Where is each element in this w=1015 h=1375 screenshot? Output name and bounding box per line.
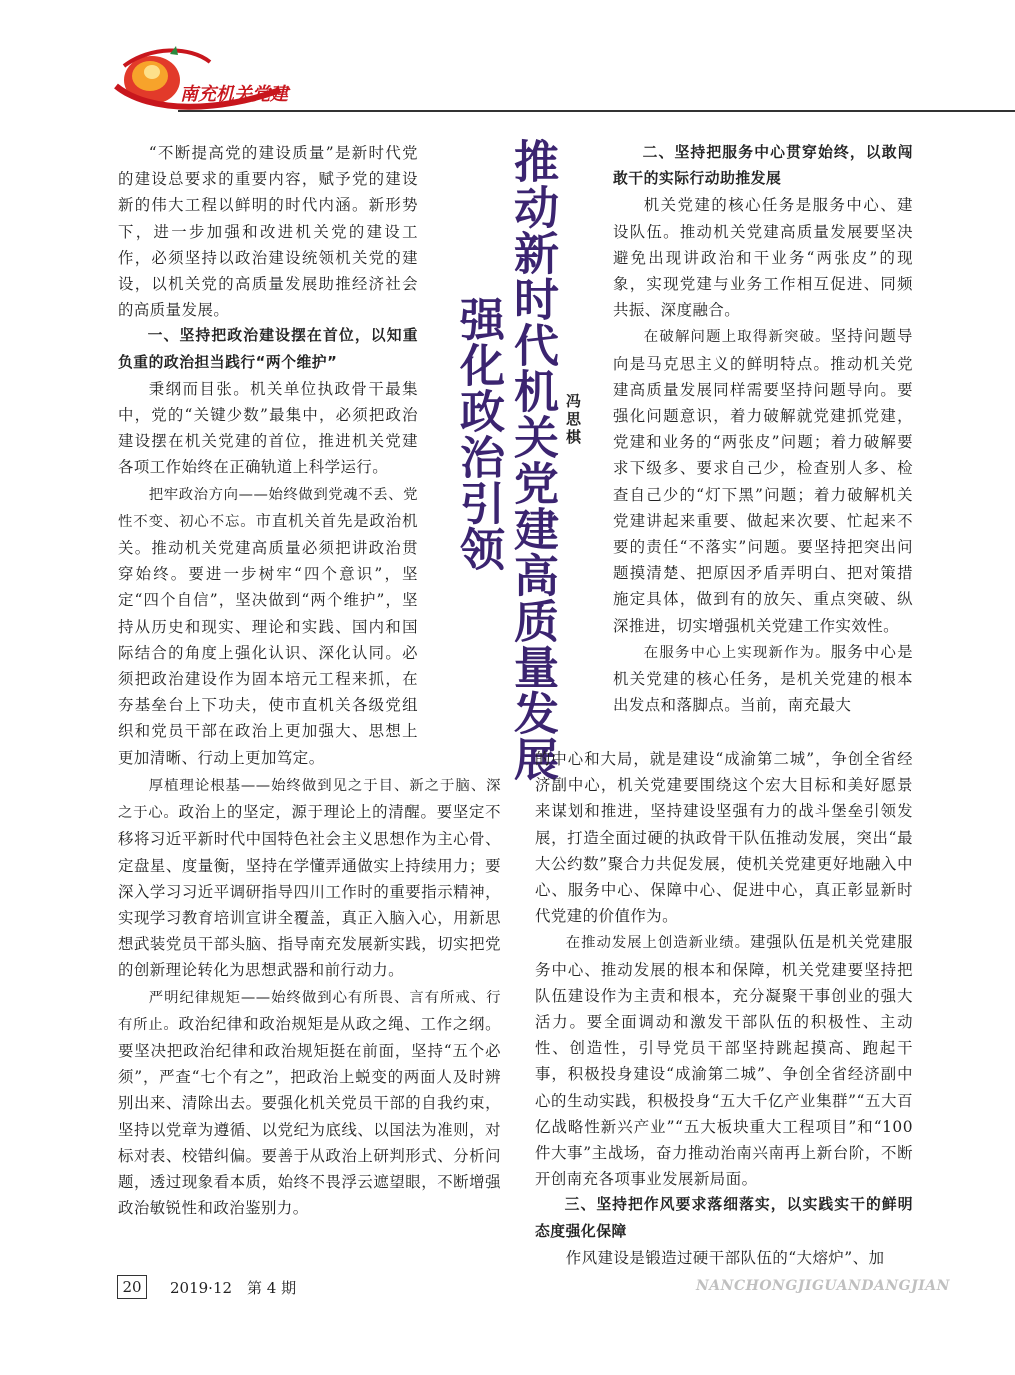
author-name: 冯思棋 <box>564 393 582 447</box>
paragraph <box>118 772 501 984</box>
page-number: 20 <box>117 1275 147 1299</box>
paragraph-body: 坚持问题导向是马克思主义的鲜明特点。推动机关党建高质量发展同样需要坚持问题导向。要强化问题意识，着力破解就党建抓党建，党建和业务的“两张皮”问题；着力破解要求下级多、要求自己少，检查别人多、检查自己少的“灯下黑”问题；着力破解机关党建讲起来重要、做起来次要、忙起来不要的责任“不落实”问题。要坚持把突出问题摸清楚、把原因矛盾弄明白、把对策措施定具体，做到有的放矢、重点突破、纵深推进，切实增强机关党建工作实效性。 <box>613 327 913 635</box>
lead-phrase: 把牢政治方向——始终做到党魂不丢、党性不变、初心不忘。 <box>118 486 418 530</box>
paragraph <box>535 929 913 1192</box>
left-column-bottom <box>118 772 501 1221</box>
paragraph: 秉纲而目张。机关单位执政骨干最集中，党的“关键少数”最集中，必须把政治建设摆在机关党建的首位，推进机关党建各项工作始终在正确轨道上科学运行。 <box>118 379 418 477</box>
lead-phrase: 严明纪律规矩——始终做到心有所畏、言有所戒、行有所止。 <box>118 989 501 1033</box>
paragraph-body: 市直机关首先是政治机关。推动机关党建高质量必须把讲政治贯穿始终。要进一步树牢“四个意识”，坚定“四个自信”，坚决做到“两个维护”，坚持从历史和现实、理论和实践、国内和国际结合的角度上强化认识、深化认同。必须把政治建设作为固本培元工程来抓，在夯基垒台上下功夫，使市直机关各级党组织和党员干部在政治上更加强大、思想上更加清晰、行动上更加笃定。 <box>118 511 418 767</box>
paragraph-body: 建强队伍是机关党建服务中心、推动发展的根本和保障，机关党建要坚持把队伍建设作为主责和根本，充分凝聚干事创业的强大活力。要全面调动和激发干部队伍的积极性、主动性、创造性，引导党员干部坚持跳起摸高、跑起干事，积极投身建设“成渝第二城”、争创全省经济副中心的生动实践，积极投身“五大千亿产业集群”“五大百亿战略性新兴产业”“五大板块重大工程项目”和“100 件大事”主战场，奋力推动治南兴南再上新台阶，不断开创南充各项事业发展新局面。 <box>535 933 913 1189</box>
paragraph: 作风建设是锻造过硬干部队伍的“大熔炉”、加 <box>565 1248 885 1267</box>
lead-phrase: 在服务中心上实现新作为。 <box>643 644 831 661</box>
article-subtitle: 强化政治引领 <box>452 296 505 572</box>
paragraph-body: 政治纪律和政治规矩是从政之绳、工作之纲。要坚决把政治纪律和政治规矩挺在前面，坚持“五个必须”，严查“七个有之”，把政治上蜕变的两面人及时辨别出来、清除出去。要强化机关党员干部的自我约束，坚持以党章为遵循、以党纪为底线、以国法为准则，对标对表、校错纠偏。要善于从政治上研判形式、分析问题，透过现象看本质，始终不畏浮云遮望眼，不断增强政治敏锐性和政治鉴别力。 <box>118 1014 501 1218</box>
lead-phrase: 在破解问题上取得新突破。 <box>643 329 831 346</box>
paragraph <box>118 984 501 1222</box>
left-column-top <box>118 140 418 771</box>
section-heading-3: 三、坚持把作风要求落细落实，以实践实干的鲜明态度强化保障 <box>535 1196 913 1240</box>
paragraph: 机关党建的核心任务是服务中心、建设队伍。推动机关党建高质量发展要坚决避免出现讲政治和干业务“两张皮”的现象，实现党建与业务工作相互促进、同频共振、深度融合。 <box>613 196 913 320</box>
paragraph <box>613 323 913 638</box>
article-title: 推动新时代机关党建高质量发展 <box>506 138 559 782</box>
paragraph-continued: 的中心和大局，就是建设“成渝第二城”，争创全省经济副中心，机关党建要围绕这个宏大目标和美好愿景来谋划和推进，坚持建设坚强有力的战斗堡垒引领发展，打造全面过硬的执政骨干队伍推动发展，突出“最大公约数”聚合力共促发展，使机关党建更好地融入中心、服务中心、保障中心、促进中心，真正彰显新时代党建的价值作为。 <box>535 750 913 926</box>
lead-phrase: 厚植理论根基——始终做到见之于目、新之于脑、深之于心。 <box>118 778 501 822</box>
footer-journal-name: NANCHONGJIGUANDANGJIAN <box>696 1278 950 1294</box>
section-heading-2: 二、坚持把服务中心贯穿始终，以敢闯敢干的实际行动助推发展 <box>613 144 913 188</box>
paragraph-body: 服务中心是机关党建的核心任务，是机关党建的根本出发点和落脚点。当前，南充最大 <box>613 642 913 715</box>
right-column-top <box>613 140 913 718</box>
issue-info: 2019·12 第 4 期 <box>170 1279 297 1297</box>
paragraph <box>613 639 913 719</box>
paragraph <box>118 481 418 771</box>
paragraph-body: 政治上的坚定，源于理论上的清醒。要坚定不移将习近平新时代中国特色社会主义思想作为主心骨、定盘星、度量衡，坚持在学懂弄通做实上持续用力；要深入学习习近平调研指导四川工作时的重要指示精神，实现学习教育培训宣讲全覆盖，真正入脑入心，用新思想武装党员干部头脑、指导南充发展新实践，切实把党的创新理论转化为思想武器和前行动力。 <box>118 803 501 980</box>
intro-paragraph: “不断提高党的建设质量”是新时代党的建设总要求的重要内容，赋予党的建设新的伟大工程以鲜明的时代内涵。新形势下，进一步加强和改进机关党的建设工作，必须坚持以政治建设统领机关党的建设，以机关党的高质量发展助推经济社会的高质量发展。 <box>118 144 418 320</box>
header-divider <box>178 110 1015 112</box>
brand-name: 南充机关党建 <box>180 84 288 105</box>
section-heading-1: 一、坚持把政治建设摆在首位，以知重负重的政治担当践行“两个维护” <box>118 327 418 371</box>
lead-phrase: 在推动发展上创造新业绩。 <box>565 935 750 952</box>
right-column-bottom <box>535 746 913 1271</box>
